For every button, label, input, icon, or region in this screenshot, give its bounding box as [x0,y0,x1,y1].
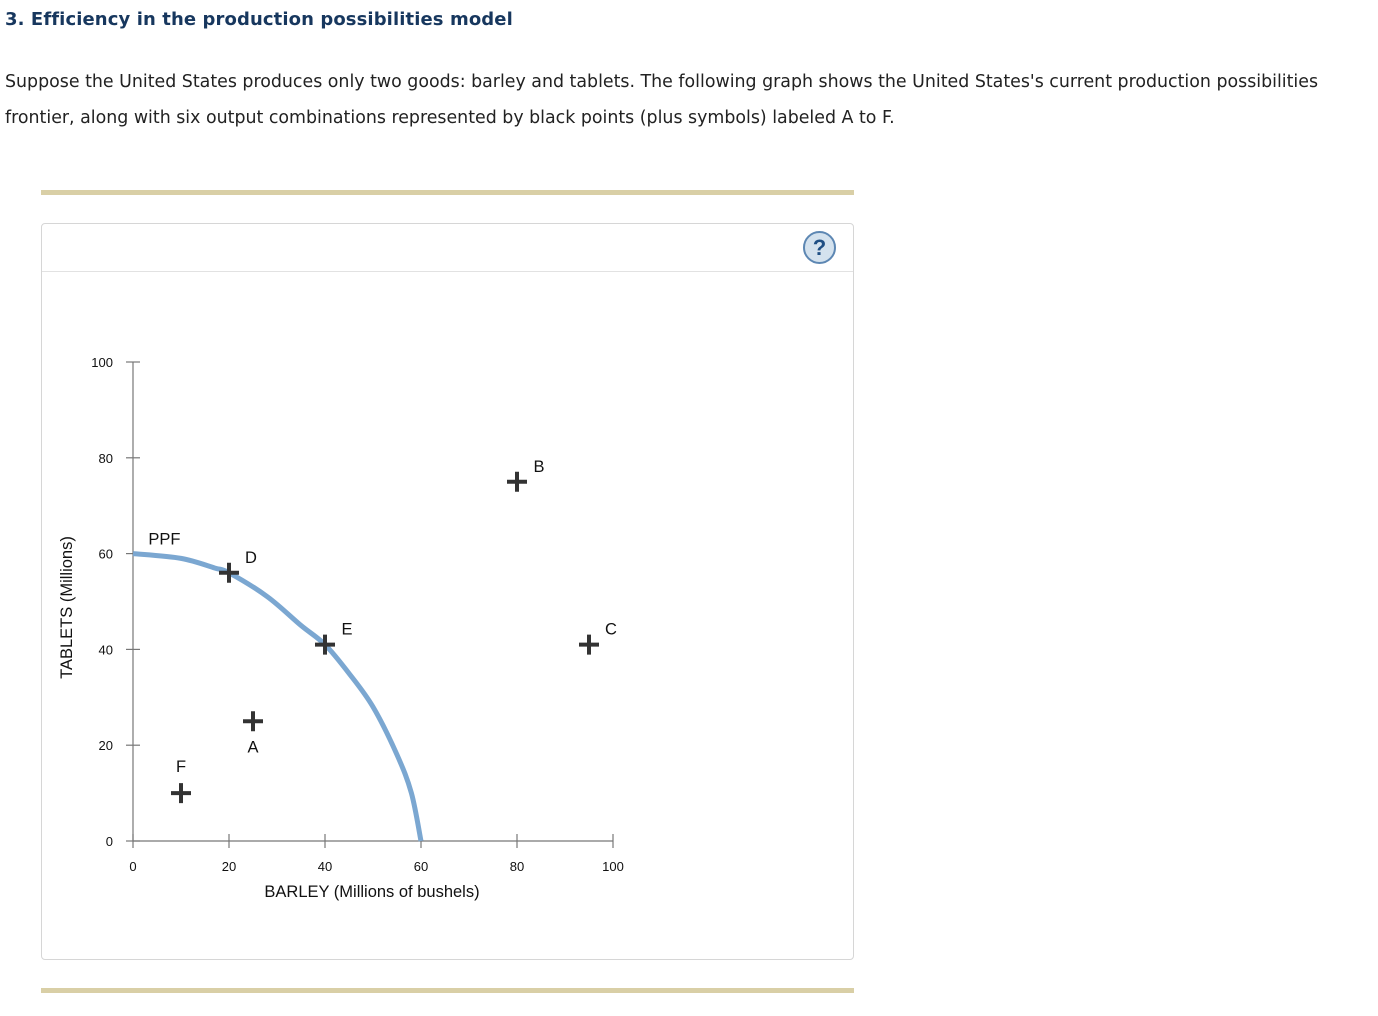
y-axis-title: TABLETS (Millions) [58,536,76,679]
point-a-label: A [247,738,259,757]
question-title: 3. Efficiency in the production possibilities model [5,9,513,30]
help-icon: ? [812,235,827,260]
point-b-label: B [533,457,545,476]
point-f-marker [171,783,191,803]
x-tick-label: 20 [221,859,237,874]
point-c-marker [579,635,599,655]
y-tick-label: 40 [98,642,113,658]
y-tick-label: 100 [91,355,113,370]
x-tick-label: 80 [509,859,525,874]
point-f-label: F [175,758,187,777]
ppf-curve [133,554,421,841]
point-a-marker [243,711,263,731]
ppf-label: PPF [148,530,181,549]
point-b-marker [507,472,527,492]
x-axis-title: BARLEY (Millions of bushels) [264,883,480,901]
point-c-label: C [605,620,617,639]
x-tick-label: 40 [317,859,333,874]
point-d-marker [219,563,239,583]
y-tick-label: 0 [105,834,113,849]
point-d-label: D [245,548,257,567]
y-tick-label: 80 [98,450,113,466]
y-tick-label: 20 [98,738,113,754]
x-tick-label: 0 [129,859,137,874]
question-intro: Suppose the United States produces only two goods: barley and tablets. The following graph shows the United States's current production possibilities frontier, along with six output combinations represented by black points (plus symbols) labeled A to F. [5,72,1319,128]
point-e-label: E [341,620,353,639]
x-tick-label: 60 [413,859,429,874]
x-tick-label: 100 [602,859,624,874]
y-tick-label: 60 [98,546,113,562]
